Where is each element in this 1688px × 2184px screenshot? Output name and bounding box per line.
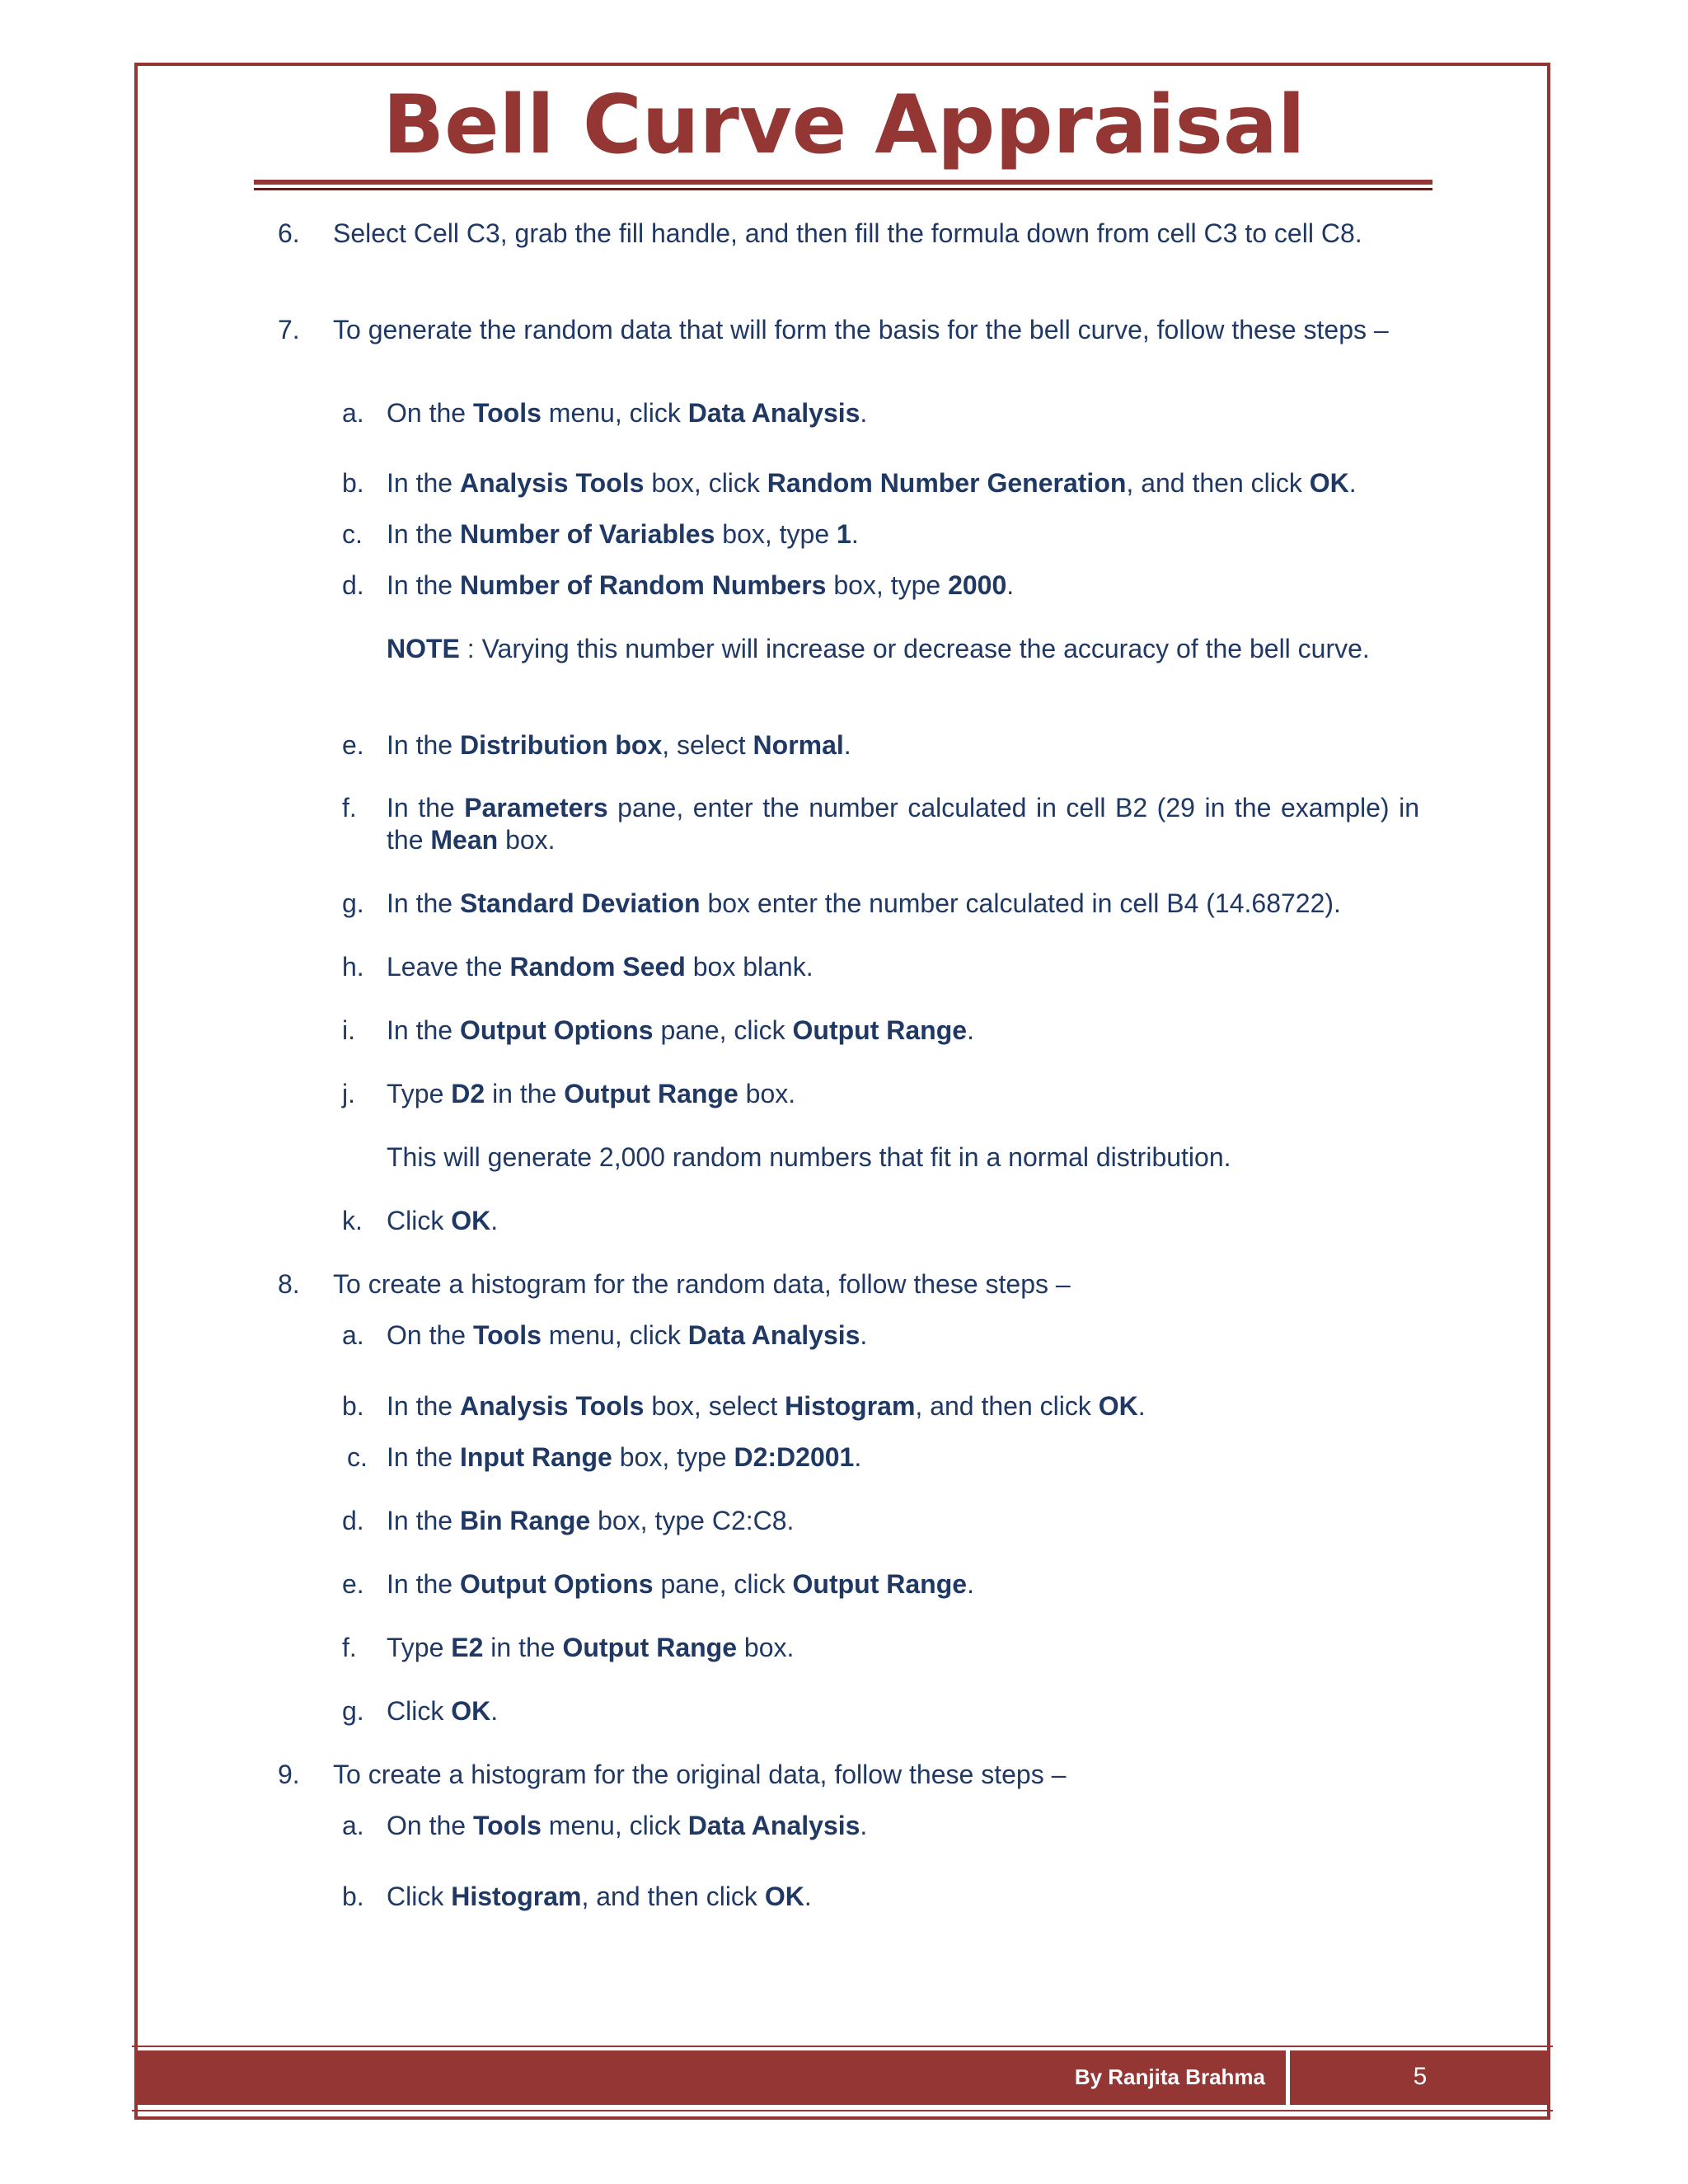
step-7g-text: In the Standard Deviation box enter the number calculated in cell B4 (14.68722). [387, 888, 1341, 918]
step-7h-text: Leave the Random Seed box blank. [387, 952, 814, 982]
step-7j-letter: j. [342, 1079, 355, 1108]
step-8c-text: In the Input Range box, type D2:D2001. [387, 1442, 862, 1472]
step-9b-text: Click Histogram, and then click OK. [387, 1882, 812, 1911]
step-7d-letter: d. [342, 570, 364, 600]
step-7i-letter: i. [342, 1015, 355, 1045]
step-8a-letter: a. [342, 1320, 364, 1350]
title-rule-thick [254, 180, 1432, 185]
step-9a-letter: a. [342, 1811, 364, 1840]
footer-author: By Ranjita Brahma [1074, 2064, 1265, 2089]
step-7c-letter: c. [342, 519, 363, 549]
step-7g-letter: g. [342, 888, 364, 918]
step-7b-letter: b. [342, 468, 364, 498]
step-7e-letter: e. [342, 730, 364, 760]
step-7i-text: In the Output Options pane, click Output Range. [387, 1015, 974, 1045]
step-9-number: 9. [278, 1760, 300, 1789]
note-text: NOTE : Varying this number will increase or decrease the accuracy of the bell curve. [387, 634, 1370, 663]
title-rule-thin [254, 188, 1432, 190]
step-8e-text: In the Output Options pane, click Output Range. [387, 1569, 974, 1599]
step-6-text: Select Cell C3, grab the fill handle, and then fill the formula down from cell C3 to cell C8. [333, 218, 1362, 248]
step-8e-letter: e. [342, 1569, 364, 1599]
step-7a-letter: a. [342, 398, 364, 428]
step-8d-letter: d. [342, 1506, 364, 1535]
step-6-number: 6. [278, 218, 300, 248]
step-7j-text: Type D2 in the Output Range box. [387, 1079, 796, 1108]
step-7f-text: In the Parameters pane, enter the number calculated in cell B2 (29 in the example) in the Mean box. [387, 793, 1420, 855]
step-8c-letter: c. [347, 1442, 368, 1472]
footer-rule-bottom [132, 2110, 1553, 2111]
step-9-text: To create a histogram for the original data, follow these steps – [333, 1760, 1067, 1789]
step-8g-letter: g. [342, 1696, 364, 1726]
page-title: Bell Curve Appraisal [382, 78, 1306, 172]
step-7-number: 7. [278, 315, 300, 344]
step-7f-letter: f. [342, 793, 357, 823]
step-8f-letter: f. [342, 1633, 357, 1662]
step-8d-text: In the Bin Range box, type C2:C8. [387, 1506, 795, 1535]
step-7k-text: Click OK. [387, 1206, 499, 1235]
step-8-text: To create a histogram for the random data, follow these steps – [333, 1269, 1071, 1299]
page-number: 5 [1413, 2063, 1428, 2090]
step-9a-text: On the Tools menu, click Data Analysis. [387, 1811, 868, 1840]
step-7j-note: This will generate 2,000 random numbers that fit in a normal distribution. [387, 1142, 1231, 1172]
step-8b-letter: b. [342, 1391, 364, 1421]
step-7d-text: In the Number of Random Numbers box, type 2000. [387, 570, 1015, 600]
step-7a-text: On the Tools menu, click Data Analysis. [387, 398, 868, 428]
step-7e-text: In the Distribution box, select Normal. [387, 730, 851, 760]
step-7h-letter: h. [342, 952, 364, 982]
step-8g-text: Click OK. [387, 1696, 499, 1726]
step-8-number: 8. [278, 1269, 300, 1299]
step-8f-text: Type E2 in the Output Range box. [387, 1633, 795, 1662]
step-7k-letter: k. [342, 1206, 363, 1235]
step-7b-text: In the Analysis Tools box, click Random Number Generation, and then click OK. [387, 468, 1357, 498]
footer-rule-top [132, 2046, 1553, 2047]
step-7-text: To generate the random data that will form the basis for the bell curve, follow these steps – [333, 315, 1389, 344]
step-8a-text: On the Tools menu, click Data Analysis. [387, 1320, 868, 1350]
step-8b-text: In the Analysis Tools box, select Histogram, and then click OK. [387, 1391, 1146, 1421]
step-9b-letter: b. [342, 1882, 364, 1911]
step-7c-text: In the Number of Variables box, type 1. [387, 519, 859, 549]
